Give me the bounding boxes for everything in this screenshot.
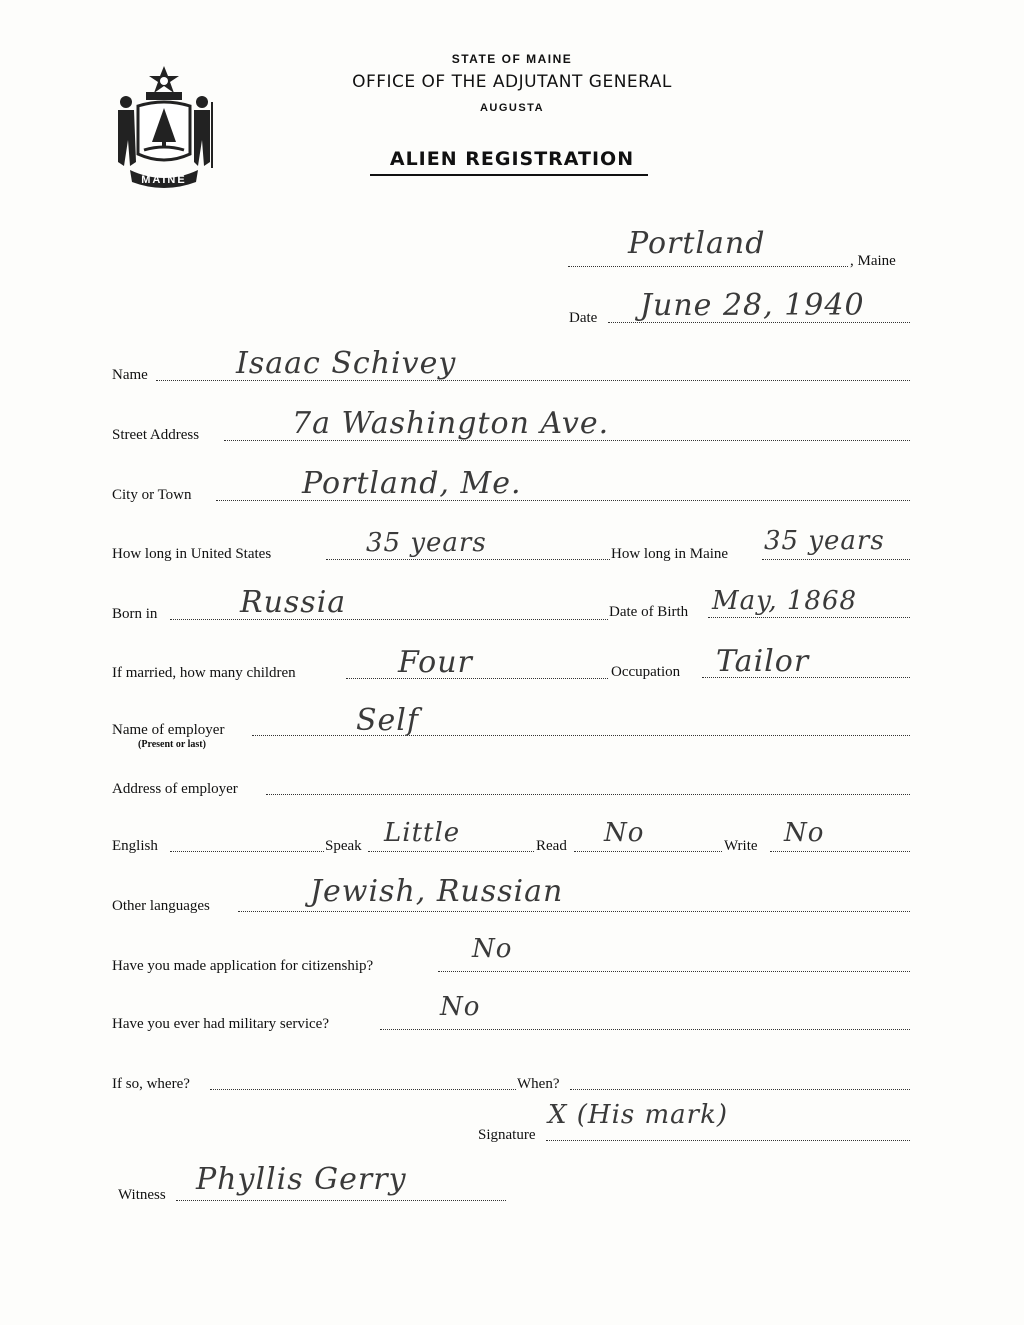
employer-address-line — [266, 794, 910, 795]
city-value: Portland, Me. — [302, 466, 522, 501]
other-languages-label: Other languages — [112, 898, 210, 914]
children-value: Four — [398, 645, 473, 680]
title-underline — [370, 174, 648, 176]
how-long-maine-value: 35 years — [764, 526, 885, 556]
header-state: STATE OF MAINE — [451, 52, 573, 66]
speak-label: Speak — [325, 838, 362, 854]
employer-sublabel: (Present or last) — [138, 739, 206, 750]
name-value: Isaac Schivey — [236, 346, 457, 381]
how-long-maine-label: How long in Maine — [611, 546, 729, 562]
employer-line — [252, 735, 910, 736]
citizenship-line — [438, 971, 910, 972]
date-value: June 28, 1940 — [640, 288, 865, 323]
signature-label: Signature — [478, 1127, 536, 1143]
date-of-birth-value: May, 1868 — [712, 586, 858, 616]
born-in-label: Born in — [112, 606, 158, 622]
employer-label: Name of employer — [112, 722, 225, 738]
employer-address-label: Address of employer — [112, 781, 238, 797]
other-languages-value: Jewish, Russian — [310, 874, 564, 909]
citizenship-value: No — [472, 934, 513, 964]
speak-value: Little — [384, 818, 461, 848]
military-line — [380, 1029, 910, 1030]
how-long-maine-line — [762, 559, 910, 560]
where-label: If so, where? — [112, 1076, 190, 1092]
occupation-value: Tailor — [716, 644, 810, 679]
read-value: No — [604, 818, 645, 848]
read-line — [574, 851, 722, 852]
speak-line — [368, 851, 534, 852]
when-label: When? — [517, 1076, 560, 1092]
write-value: No — [784, 818, 825, 848]
write-label: Write — [724, 838, 758, 854]
date-of-birth-line — [708, 617, 910, 618]
place-suffix: , Maine — [850, 253, 896, 269]
children-label: If married, how many children — [112, 665, 296, 681]
occupation-label: Occupation — [611, 664, 681, 680]
children-line — [346, 678, 608, 679]
english-line — [170, 851, 324, 852]
write-line — [770, 851, 910, 852]
date-label: Date — [569, 310, 598, 326]
witness-value: Phyllis Gerry — [196, 1162, 407, 1197]
name-label: Name — [112, 367, 148, 383]
signature-line — [546, 1140, 910, 1141]
form-title: ALIEN REGISTRATION — [389, 148, 635, 170]
witness-label: Witness — [118, 1187, 166, 1203]
witness-line — [176, 1200, 506, 1201]
born-in-line — [170, 619, 608, 620]
how-long-us-label: How long in United States — [112, 546, 272, 562]
header-office: OFFICE OF THE ADJUTANT GENERAL — [352, 72, 672, 92]
english-label: English — [112, 838, 158, 854]
military-label: Have you ever had military service? — [112, 1016, 329, 1032]
when-line — [570, 1089, 910, 1090]
military-value: No — [440, 992, 481, 1022]
date-of-birth-label: Date of Birth — [609, 604, 689, 620]
how-long-us-value: 35 years — [366, 528, 487, 558]
employer-value: Self — [356, 703, 420, 738]
place-value: Portland — [628, 226, 766, 261]
street-address-label: Street Address — [112, 427, 200, 443]
born-in-value: Russia — [240, 585, 347, 620]
street-address-value: 7a Washington Ave. — [292, 406, 610, 441]
where-line — [210, 1089, 516, 1090]
how-long-us-line — [326, 559, 610, 560]
header-city: AUGUSTA — [479, 102, 545, 114]
other-languages-line — [238, 911, 910, 912]
read-label: Read — [536, 838, 567, 854]
citizenship-label: Have you made application for citizenship? — [112, 958, 374, 974]
place-line — [568, 266, 848, 267]
signature-value: X (His mark) — [548, 1100, 728, 1130]
svg-text:MAINE: MAINE — [141, 174, 187, 186]
city-label: City or Town — [112, 487, 192, 503]
